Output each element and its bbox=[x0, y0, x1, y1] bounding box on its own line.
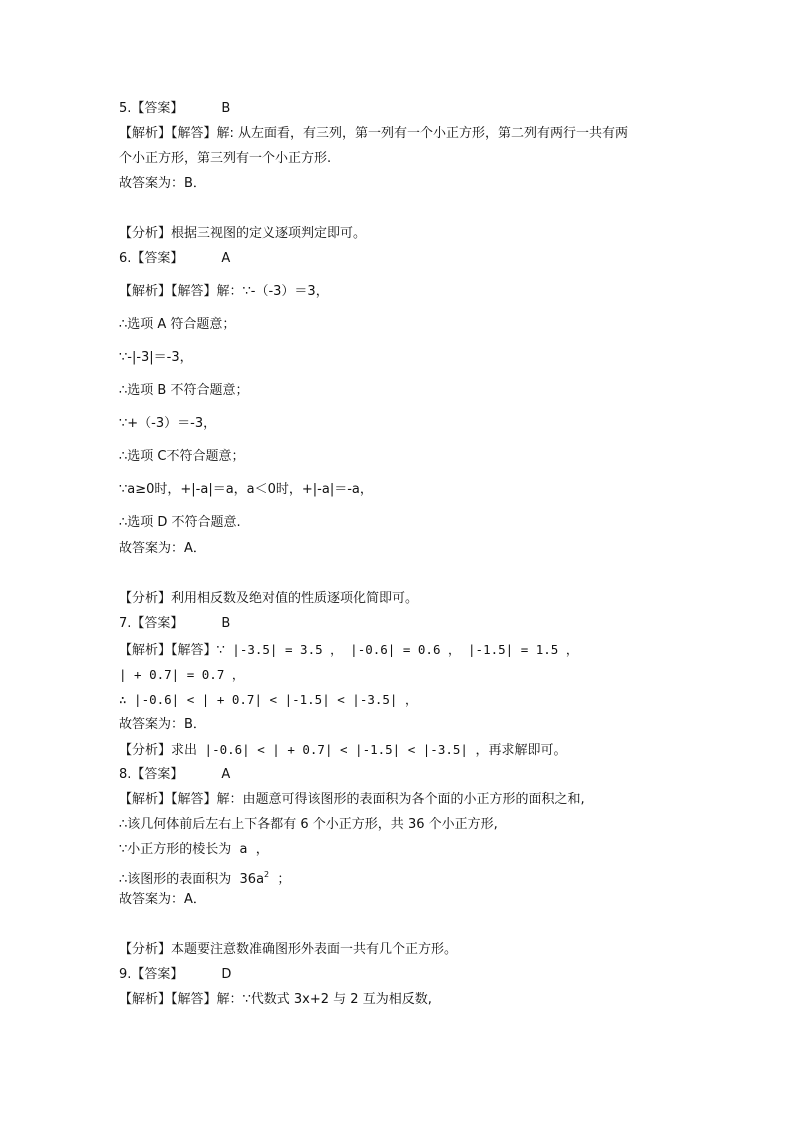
q7-line-2: | + 0.7| = 0.7 ， bbox=[119, 667, 245, 682]
q7-note-suffix: ，再求解即可。 bbox=[475, 743, 567, 758]
q7-answer-line bbox=[119, 615, 230, 633]
q8-conclusion: 故答案为：A． bbox=[119, 892, 206, 907]
answer-value: B bbox=[221, 616, 231, 631]
q7-conclusion: 故答案为：B． bbox=[119, 717, 206, 732]
answer-label: 9.【答案】 bbox=[119, 967, 184, 982]
q5-analysis-line-1: 【解析】【解答】解: 从左面看，有三列，第一列有一个小正方形，第二列有两行一共有两 bbox=[119, 126, 629, 141]
q5-conclusion: 故答案为：B． bbox=[119, 176, 206, 191]
q5-analysis-line-2: 个小正方形，第三列有一个小正方形. bbox=[119, 151, 332, 166]
answer-value: A bbox=[221, 251, 231, 266]
q7-line-3: ∴ |-0.6| < | + 0.7| < |-1.5| < |-3.5| ， bbox=[119, 692, 418, 707]
q8-line-4-suffix: ； bbox=[269, 872, 291, 887]
q5-note: 【分析】根据三视图的定义逐项判定即可。 bbox=[119, 226, 367, 241]
q7-note-math: |-0.6| < | + 0.7| < |-1.5| < |-3.5| bbox=[197, 742, 476, 757]
q6-answer-line bbox=[119, 250, 230, 268]
q6-line-1: 【解析】【解答】解：∵-（-3）＝3， bbox=[119, 284, 329, 299]
q7-note-prefix: 【分析】求出 bbox=[119, 743, 198, 758]
q6-line-4: ∴选项 B 不符合题意； bbox=[119, 383, 249, 398]
q6-line-5: ∵+（-3）＝-3， bbox=[119, 416, 217, 431]
answer-value: A bbox=[221, 767, 231, 782]
q8-answer-line bbox=[119, 766, 230, 784]
q6-line-3: ∵-|-3|＝-3， bbox=[119, 350, 193, 365]
q6-line-8: ∴选项 D 不符合题意. bbox=[119, 515, 241, 530]
q6-conclusion: 故答案为：A． bbox=[119, 541, 206, 556]
q6-note: 【分析】利用相反数及绝对值的性质逐项化简即可。 bbox=[119, 591, 419, 606]
q8-line-4-prefix: ∴该图形的表面积为 36a bbox=[119, 872, 265, 887]
q8-line-3: ∵小正方形的棱长为 a ， bbox=[119, 842, 269, 857]
answer-label: 8.【答案】 bbox=[119, 767, 184, 782]
q9-answer-line bbox=[119, 966, 231, 984]
q7-line-1-math: |-3.5| = 3.5 ， |-0.6| = 0.6 ， |-1.5| = 1.5 ， bbox=[224, 642, 579, 657]
q5-answer-line bbox=[119, 100, 230, 118]
q9-line-1: 【解析】【解答】解：∵代数式 3x+2 与 2 互为相反数, bbox=[119, 992, 432, 1007]
answer-value: D bbox=[221, 967, 232, 982]
answer-label: 6.【答案】 bbox=[119, 251, 184, 266]
q6-line-6: ∴选项 C不符合题意； bbox=[119, 449, 245, 464]
answer-label: 7.【答案】 bbox=[119, 616, 184, 631]
q8-line-1: 【解析】【解答】解：由题意可得该图形的表面积为各个面的小正方形的面积之和, bbox=[119, 792, 585, 807]
exponent: 2 bbox=[264, 870, 270, 879]
q6-line-2: ∴选项 A 符合题意； bbox=[119, 317, 236, 332]
q7-line-1-prefix: 【解析】【解答】∵ bbox=[119, 643, 225, 658]
q8-note: 【分析】本题要注意数准确图形外表面一共有几个正方形。 bbox=[119, 942, 458, 957]
q8-line-4 bbox=[119, 866, 290, 889]
q7-note bbox=[119, 741, 566, 760]
q8-line-2: ∴该几何体前后左右上下各都有 6 个小正方形，共 36 个小正方形, bbox=[119, 817, 498, 832]
answer-value: B bbox=[221, 101, 231, 116]
answer-label: 5.【答案】 bbox=[119, 101, 184, 116]
q6-line-7: ∵a≥0时，+|-a|＝a，a＜0时，+|-a|＝-a， bbox=[119, 482, 373, 497]
q7-line-1 bbox=[119, 641, 578, 660]
